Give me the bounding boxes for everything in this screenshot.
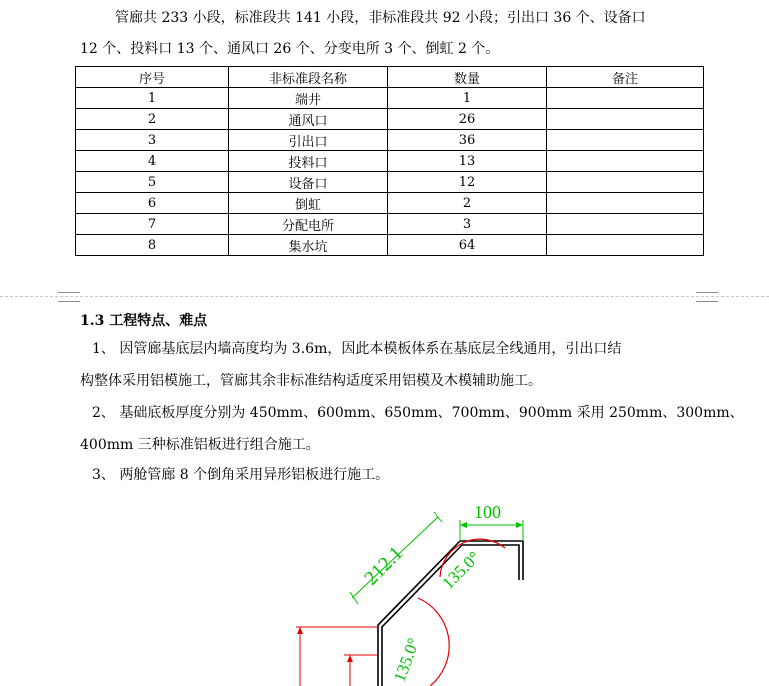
angle-bottom-label: 135.0° <box>389 635 424 685</box>
row-name: 分配电所 <box>229 214 388 235</box>
row-note <box>547 151 704 172</box>
section-heading: 1.3 工程特点、难点 <box>80 313 208 329</box>
row-count: 13 <box>388 151 547 172</box>
paragraph-3-line-1: 3、 两舱管廊 8 个倒角采用异形铝板进行施工。 <box>92 467 390 483</box>
table-row <box>76 88 704 109</box>
row-note <box>547 172 704 193</box>
row-name: 投料口 <box>229 151 388 172</box>
row-name: 倒虹 <box>229 193 388 214</box>
row-note <box>547 130 704 151</box>
row-name: 引出口 <box>229 130 388 151</box>
row-name: 端井 <box>229 88 388 109</box>
table-row <box>76 235 704 256</box>
paragraph-1-line-2: 构整体采用铝模施工，管廊其余非标准结构适度采用铝模及木模辅助施工。 <box>80 373 542 389</box>
row-no: 8 <box>76 235 229 256</box>
row-count: 3 <box>388 214 547 235</box>
row-name: 设备口 <box>229 172 388 193</box>
extension-lines <box>296 627 378 686</box>
header-no: 序号 <box>76 67 229 88</box>
row-no: 2 <box>76 109 229 130</box>
chamfer-drawing <box>0 490 769 686</box>
table-row <box>76 193 704 214</box>
row-count: 2 <box>388 193 547 214</box>
row-note <box>547 88 704 109</box>
row-name: 集水坑 <box>229 235 388 256</box>
intro-line-2: 12 个、投料口 13 个、通风口 26 个、分变电所 3 个、倒虹 2 个。 <box>80 41 500 57</box>
paragraph-1-line-1: 1、 因管廊基底层内墙高度均为 3.6m，因此本模板体系在基底层全线通用，引出口结 <box>92 341 622 357</box>
dimension-212-label: 212.1 <box>359 542 408 590</box>
header-note: 备注 <box>547 67 704 88</box>
row-note <box>547 109 704 130</box>
table-row <box>76 130 704 151</box>
row-count: 36 <box>388 130 547 151</box>
row-no: 4 <box>76 151 229 172</box>
dimension-100-label: 100 <box>474 502 501 522</box>
table-row <box>76 172 704 193</box>
row-note <box>547 193 704 214</box>
page-corner-mark-left <box>58 292 80 302</box>
intro-line-1: 管廊共 233 小段，标准段共 141 小段，非标准段共 92 小段；引出口 36 个、设备口 <box>115 10 646 26</box>
paragraph-2-line-2: 400mm 三种标准铝板进行组合施工。 <box>80 437 320 453</box>
header-name: 非标准段名称 <box>229 67 388 88</box>
row-count: 26 <box>388 109 547 130</box>
row-count: 12 <box>388 172 547 193</box>
row-no: 1 <box>76 88 229 109</box>
table-row <box>76 151 704 172</box>
row-count: 64 <box>388 235 547 256</box>
row-note <box>547 214 704 235</box>
non-standard-segment-table <box>75 66 704 256</box>
row-no: 6 <box>76 193 229 214</box>
row-no: 3 <box>76 130 229 151</box>
page-break-divider <box>0 296 769 297</box>
angle-top-label: 135.0° <box>438 547 484 593</box>
row-note <box>547 235 704 256</box>
table-row <box>76 214 704 235</box>
table-header-row <box>76 67 704 88</box>
row-count: 1 <box>388 88 547 109</box>
header-count: 数量 <box>388 67 547 88</box>
page-corner-mark-right <box>696 292 718 302</box>
table-row <box>76 109 704 130</box>
row-name: 通风口 <box>229 109 388 130</box>
row-no: 7 <box>76 214 229 235</box>
row-no: 5 <box>76 172 229 193</box>
paragraph-2-line-1: 2、 基础底板厚度分别为 450mm、600mm、650mm、700mm、900mm 采用 250mm、300mm、 <box>92 405 744 421</box>
